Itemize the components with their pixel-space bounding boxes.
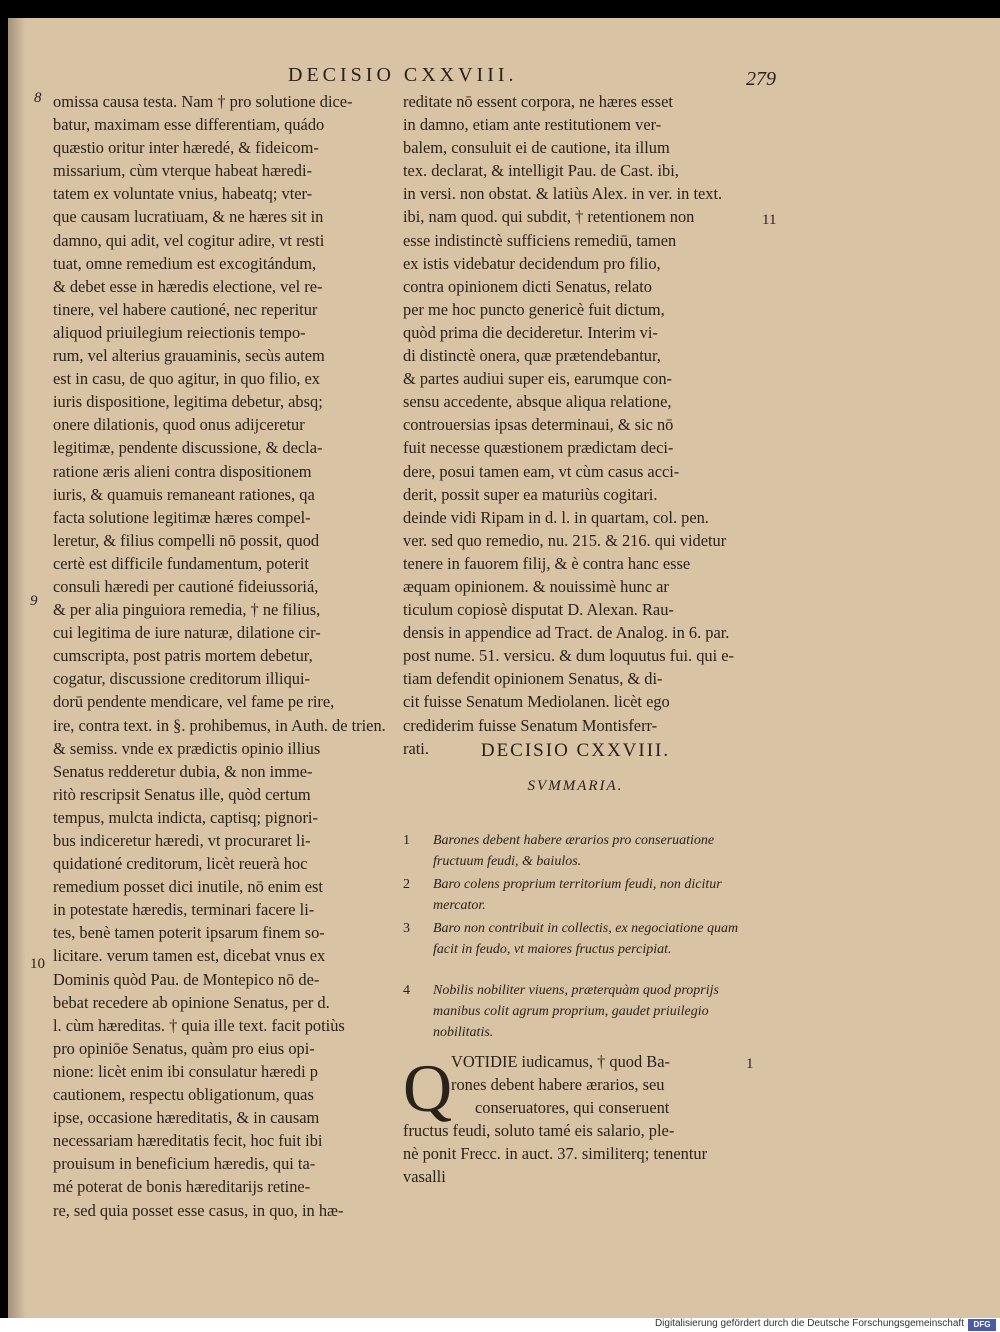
text-line: balem, consuluit ei de cautione, ita illum bbox=[403, 138, 670, 158]
summaria-text: Barones debent habere ærarios pro conseruatione fructuum feudi, & baiulos. bbox=[433, 833, 715, 869]
text-line: omissa causa testa. Nam † pro solutione dice- bbox=[53, 92, 353, 111]
text-line: crediderim fuisse Senatum Montisferr- bbox=[403, 715, 658, 735]
margin-number-10: 10 bbox=[30, 956, 45, 972]
text-line: tex. declarat, & intelligit Pau. de Cast. ibi, bbox=[403, 161, 679, 181]
text-line: cit fuisse Senatum Mediolanen. licèt ego bbox=[403, 692, 670, 712]
text-line: Dominis quòd Pau. de Montepico nō de- bbox=[53, 969, 320, 989]
summaria-text: Baro non contribuit in collectis, ex negociatione quam facit in feudo, vt maiores fructus percipiat. bbox=[433, 921, 739, 957]
text-line: ritò rescripsit Senatus ille, quòd certum bbox=[53, 784, 311, 804]
text-line: ex istis videbatur decidendum pro filio, bbox=[403, 253, 661, 273]
text-line: batur, maximam esse differentiam, quádo bbox=[53, 115, 325, 135]
text-line: æquam opinionem. & nouissimè hunc ar bbox=[403, 576, 669, 596]
text-line: remedium posset dici inutile, nō enim est bbox=[53, 877, 323, 897]
text-line: reditate nō essent corpora, ne hæres esset bbox=[403, 92, 673, 111]
text-line: tuat, omne remedium est excogitándum, bbox=[53, 253, 317, 273]
text-line: esse indistinctè sufficiens remediū, tamen bbox=[403, 230, 677, 250]
text-line: tinere, vel habere cautioné, nec reperitur bbox=[53, 299, 318, 319]
text-line: legitimæ, pendente discussione, & decla- bbox=[53, 438, 323, 458]
text-line: cui legitima de iure naturæ, dilatione cir- bbox=[53, 623, 321, 643]
text-line: cautionem, respectu obligationum, quas bbox=[53, 1085, 314, 1105]
left-text-column bbox=[53, 90, 390, 1222]
summaria-text: Nobilis nobiliter viuens, præterquàm quod proprijs manibus colit agrum proprium, gaudet priuilegio nobilitatis. bbox=[433, 983, 719, 1040]
text-line: conseruatores, qui conseruent bbox=[475, 1098, 670, 1118]
text-line: controuersias ipsas determinaui, & sic nō bbox=[403, 415, 674, 435]
text-line: vasalli bbox=[403, 1167, 446, 1187]
summaria-item bbox=[403, 918, 748, 960]
text-line: tatem ex voluntate vnius, habeatq; vter- bbox=[53, 184, 313, 204]
text-line: quæstio oritur inter hæredé, & fideicom- bbox=[53, 138, 319, 158]
page-gutter-shadow bbox=[8, 18, 26, 1318]
text-line: cumscripta, post patris mortem debetur, bbox=[53, 646, 313, 666]
summaria-item bbox=[403, 874, 748, 916]
text-line: ibi, nam quod. qui subdit, † retentionem non bbox=[403, 207, 695, 227]
text-line: cogatur, discussione creditorum illiqui- bbox=[53, 669, 310, 689]
text-line: Senatus redderetur dubia, & non imme- bbox=[53, 761, 313, 781]
text-line: contra opinionem dicti Senatus, relato bbox=[403, 276, 652, 296]
text-line: pro opiniōe Senatus, quàm pro eius opi- bbox=[53, 1038, 315, 1058]
text-line: l. cùm hæreditas. † quia ille text. facit potiùs bbox=[53, 1015, 345, 1035]
scanned-page bbox=[8, 18, 1000, 1318]
text-line: fructus feudi, soluto tamé eis salario, ple- bbox=[403, 1121, 675, 1141]
text-line: deinde vidi Ripam in d. l. in quartam, col. pen. bbox=[403, 507, 709, 527]
decision-body-text bbox=[403, 1050, 748, 1189]
text-line: & debet esse in hæredis electione, vel re- bbox=[53, 276, 323, 296]
text-line: & partes audiui super eis, earumque con- bbox=[403, 369, 672, 389]
text-line: densis in appendice ad Tract. de Analog. in 6. par. bbox=[403, 623, 730, 643]
text-line: VOTIDIE iudicamus, † quod Ba- bbox=[451, 1052, 670, 1071]
text-line: est in casu, de quo agitur, in quo filio, ex bbox=[53, 369, 321, 389]
text-line: & per alia pinguiora remedia, † ne filius, bbox=[53, 600, 321, 620]
text-line: ticulum copiosè disputat D. Alexan. Rau- bbox=[403, 600, 674, 620]
text-line: ipse, occasione hæreditatis, & in causam bbox=[53, 1108, 320, 1128]
text-line: facta solutione legitimæ hæres compel- bbox=[53, 507, 311, 527]
margin-number-11: 11 bbox=[762, 212, 777, 228]
text-line: in versi. non obstat. & latiùs Alex. in ver. in text. bbox=[403, 184, 723, 204]
text-line: iuris, & quamuis remaneant rationes, qa bbox=[53, 484, 315, 504]
margin-number-1: 1 bbox=[746, 1056, 754, 1072]
text-line: dorū pendente mendicare, vel fame pe rire, bbox=[53, 692, 335, 712]
dfg-logo: DFG bbox=[968, 1319, 996, 1331]
digitization-footer bbox=[0, 1318, 1000, 1332]
margin-number-9: 9 bbox=[30, 593, 38, 609]
summaria-item bbox=[403, 980, 748, 1043]
text-line: nè ponit Frecc. in auct. 37. similiterq; tenentur bbox=[403, 1144, 708, 1164]
footer-credit: Digitalisierung gefördert durch die Deutsche Forschungsgemeinschaft bbox=[654, 1318, 964, 1329]
text-line: in damno, etiam ante restitutionem ver- bbox=[403, 115, 662, 135]
text-line: rati. bbox=[403, 738, 429, 758]
text-line: ratione æris alieni contra dispositionem bbox=[53, 461, 312, 481]
text-line: ire, contra text. in §. prohibemus, in Auth. de trien. bbox=[53, 715, 386, 735]
text-line: onere dilationis, quod onus adijceretur bbox=[53, 415, 305, 435]
text-line: & semiss. vnde ex prædictis opinio illius bbox=[53, 738, 321, 758]
text-line: ver. sed quo remedio, nu. 215. & 216. qui videtur bbox=[403, 530, 727, 550]
summaria-number: 2 bbox=[403, 877, 410, 892]
text-line: bebat recedere ab opinione Senatus, per d. bbox=[53, 992, 330, 1012]
section-title: DECISIO CXXVIII. bbox=[480, 740, 671, 761]
text-line: in potestate hæredis, terminari facere li- bbox=[53, 900, 315, 920]
text-line: tes, benè tamen poterit ipsarum finem so- bbox=[53, 923, 325, 943]
text-line: certè est difficile fundamentum, poterit bbox=[53, 553, 309, 573]
text-line: post nume. 51. versicu. & dum loquutus fui. qui e- bbox=[403, 646, 734, 666]
text-line: bus indiceretur hæredi, vt procuraret li- bbox=[53, 831, 311, 850]
text-line: derit, possit super ea maturiùs cogitari. bbox=[403, 484, 658, 504]
summaria-number: 4 bbox=[403, 983, 410, 998]
text-line: sensu accedente, absque aliqua relatione, bbox=[403, 392, 672, 412]
summaria-number: 3 bbox=[403, 921, 410, 936]
text-line: tenere in fauorem filij, & è contra hanc esse bbox=[403, 553, 691, 573]
text-line: consuli hæredi per cautioné fideiussoriá, bbox=[53, 576, 319, 596]
running-header: DECISIO CXXVIII. bbox=[288, 64, 518, 86]
text-line: que causam lucratiuam, & ne hæres sit in bbox=[53, 207, 324, 227]
text-line: tempus, mulcta indicta, captisq; pignori- bbox=[53, 807, 318, 827]
text-line: rones debent habere ærarios, seu bbox=[451, 1075, 665, 1095]
text-line: nione: licèt enim ibi consulatur hæredi p bbox=[53, 1061, 318, 1081]
text-line: aliquod priuilegium reiectionis tempo- bbox=[53, 322, 306, 342]
text-line: missarium, cùm vterque habeat hæredi- bbox=[53, 161, 312, 181]
text-line: iuris dispositione, legitima debetur, absq; bbox=[53, 392, 323, 412]
drop-cap: Q bbox=[403, 1050, 453, 1126]
text-line: leretur, & filius compelli nō possit, quod bbox=[53, 530, 320, 550]
summaria-text: Baro colens proprium territorium feudi, non dicitur mercator. bbox=[433, 877, 722, 913]
summaria-title: SVMMARIA. bbox=[527, 778, 624, 794]
text-line: quidationé creditorum, licèt reuerà hoc bbox=[53, 854, 308, 874]
text-line: dere, posui tamen eam, vt cùm casus acci- bbox=[403, 461, 680, 481]
text-line: licitare. verum tamen est, dicebat vnus ex bbox=[53, 946, 326, 966]
right-text-column bbox=[403, 90, 748, 760]
text-line: necessariam hæreditatis fecit, hoc fuit ibi bbox=[53, 1131, 323, 1151]
page-number: 279 bbox=[746, 68, 776, 90]
text-line: fuit necesse quæstionem prædictam deci- bbox=[403, 438, 674, 458]
summaria-item bbox=[403, 830, 748, 872]
text-line: mé poterat de bonis hæreditarijs retine- bbox=[53, 1177, 311, 1197]
text-line: damno, qui adit, vel cogitur adire, vt resti bbox=[53, 230, 325, 250]
margin-number-8: 8 bbox=[34, 90, 42, 106]
text-line: re, sed quia posset esse casus, in quo, in hæ- bbox=[53, 1200, 344, 1220]
text-line: prouisum in beneficium hæredis, qui ta- bbox=[53, 1154, 316, 1174]
summaria-number: 1 bbox=[403, 833, 410, 848]
text-line: per me hoc puncto genericè fuit dictum, bbox=[403, 299, 665, 319]
text-line: rum, vel alterius grauaminis, secùs autem bbox=[53, 346, 325, 366]
text-line: di distinctè onera, quæ prætendebantur, bbox=[403, 346, 661, 366]
text-line: tiam defendit opinionem Senatus, & di- bbox=[403, 669, 663, 689]
text-line: quòd prima die decideretur. Interim vi- bbox=[403, 322, 658, 342]
